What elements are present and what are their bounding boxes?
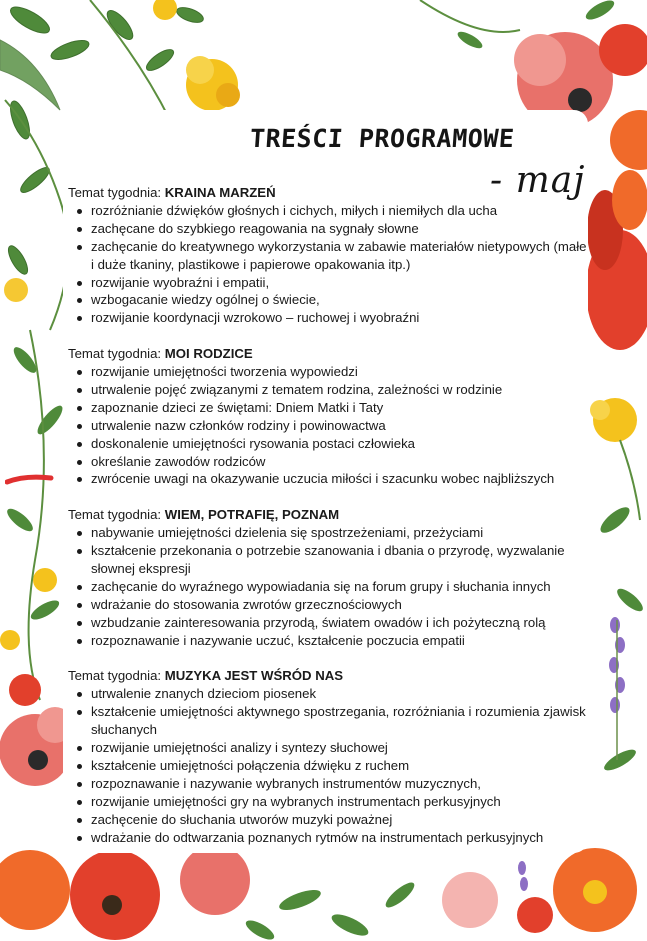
list-item: wdrażanie do odtwarzania poznanych rytmów na instrumentach perkusyjnych — [91, 829, 588, 847]
page-subtitle: - maj — [490, 160, 586, 201]
week-section — [68, 506, 588, 649]
goals-list — [68, 202, 588, 327]
list-item: zwrócenie uwagi na okazywanie uczucia miłości i szacunku wobec najbliższych — [91, 470, 588, 488]
list-item: rozróżnianie dźwięków głośnych i cichych, miłych i niemiłych dla ucha — [91, 202, 588, 220]
red-highlight-mark — [5, 472, 55, 488]
list-item: wzbogacanie wiedzy ogólnej o świecie, — [91, 291, 588, 309]
list-item: rozwijanie umiejętności analizy i syntezy słuchowej — [91, 739, 588, 757]
list-item: wdrażanie do stosowania zwrotów grzecznościowych — [91, 596, 588, 614]
list-item: rozwijanie umiejętności tworzenia wypowiedzi — [91, 363, 588, 381]
list-item: utrwalenie nazw członków rodziny i powinowactwa — [91, 417, 588, 435]
week-section — [68, 184, 588, 327]
list-item: kształcenie przekonania o potrzebie szanowania i dbania o przyrodę, wyzwalanie słownej ekspresji — [91, 542, 588, 578]
poppies-right-side — [586, 170, 647, 350]
goals-list — [68, 685, 588, 846]
list-item: określanie zawodów rodziców — [91, 453, 588, 471]
week-heading — [68, 345, 588, 363]
week-heading — [68, 506, 588, 524]
week-heading — [68, 184, 588, 202]
week-section — [68, 667, 588, 846]
yellow-flower-top — [186, 56, 240, 111]
list-item: nabywanie umiejętności dzielenia się spostrzeżeniami, przeżyciami — [91, 524, 588, 542]
program-content — [68, 184, 588, 864]
list-item: rozwijanie koordynacji wzrokowo – ruchowej i wyobraźni — [91, 309, 588, 327]
week-label: Temat tygodnia: — [68, 346, 165, 362]
list-item: rozwijanie umiejętności gry na wybranych instrumentach perkusyjnych — [91, 793, 588, 811]
list-item: rozpoznawanie i nazywanie wybranych instrumentów muzycznych, — [91, 775, 588, 793]
list-item: utrwalenie pojęć związanymi z tematem rodzina, zależności w rodzinie — [91, 381, 588, 399]
yellow-flower-right — [590, 398, 637, 442]
week-label: Temat tygodnia: — [68, 185, 165, 200]
week-label: Temat tygodnia: — [68, 507, 165, 523]
list-item: kształcenie umiejętności połączenia dźwięku z ruchem — [91, 757, 588, 775]
page-title: TREŚCI PROGRAMOWE — [248, 124, 516, 153]
list-item: zachęcanie do wyraźnego wypowiadania się na forum grupy i słuchania innych — [91, 578, 588, 596]
list-item: rozpoznawanie i nazywanie uczuć, kształcenie poczucia empatii — [91, 632, 588, 650]
bottom-lavender — [518, 861, 528, 891]
goals-list — [68, 524, 588, 649]
list-item: zachęcane do szybkiego reagowania na sygnały słowne — [91, 220, 588, 238]
week-heading — [68, 667, 588, 685]
week-section — [68, 345, 588, 488]
list-item: doskonalenie umiejętności rysowania postaci człowieka — [91, 435, 588, 453]
week-topic: KRAINA MARZEŃ — [164, 185, 276, 200]
week-topic: MUZYKA JEST WŚRÓD NAS — [164, 668, 344, 684]
week-label: Temat tygodnia: — [68, 668, 165, 684]
week-topic: MOI RODZICE — [164, 346, 253, 362]
week-topic: WIEM, POTRAFIĘ, POZNAM — [164, 507, 340, 523]
list-item: kształcenie umiejętności aktywnego spostrzegania, rozróżniania i rozumienia zjawisk słuchanych — [91, 703, 588, 739]
list-item: rozwijanie wyobraźni i empatii, — [91, 274, 588, 292]
goals-list — [68, 363, 588, 488]
list-item: wzbudzanie zainteresowania przyrodą, światem owadów i ich pożyteczną rolą — [91, 614, 588, 632]
list-item: zapoznanie dzieci ze świętami: Dniem Matki i Taty — [91, 399, 588, 417]
list-item: zachęcanie do kreatywnego wykorzystania w zabawie materiałów nietypowych (małe i duże tkaniny, plastikowe i papierowe opakowania itp.) — [91, 238, 587, 272]
list-item: utrwalenie znanych dzieciom piosenek — [91, 685, 588, 703]
list-item: zachęcenie do słuchania utworów muzyki poważnej — [91, 811, 588, 829]
